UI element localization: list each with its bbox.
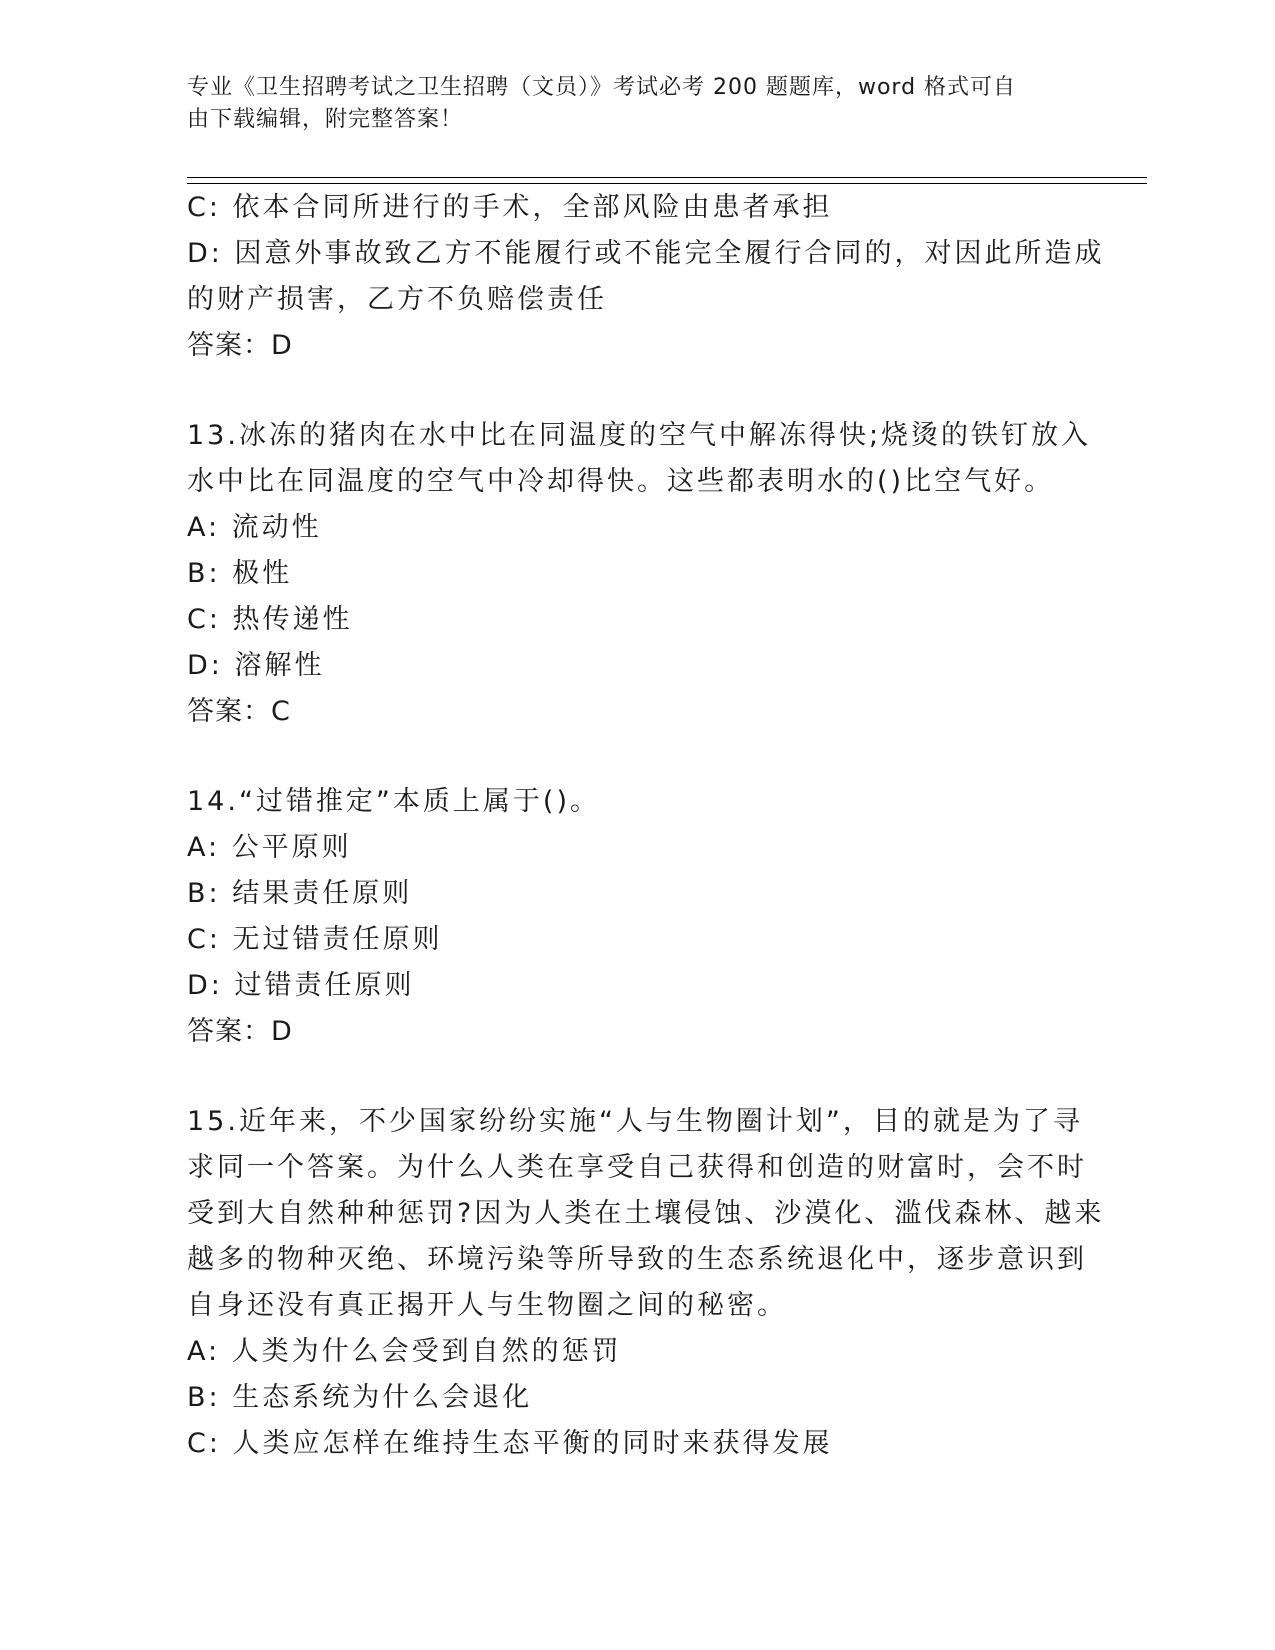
spacer	[187, 735, 1087, 779]
question-14	[187, 779, 1087, 1055]
page-header	[187, 72, 1067, 136]
option-c: C: 热传递性	[187, 604, 353, 635]
option-d: D: 因意外事故致乙方不能履行或不能完全履行合同的，对因此所造成	[187, 238, 1105, 269]
option-c: C: 无过错责任原则	[187, 924, 443, 955]
question-stem-continued: 越多的物种灭绝、环境污染等所导致的生态系统退化中，逐步意识到	[187, 1244, 1087, 1275]
question-15	[187, 1099, 1105, 1467]
spacer	[187, 1055, 1087, 1099]
spacer	[187, 369, 1087, 413]
answer-line: 答案：D	[187, 330, 293, 361]
option-c: C: 人类应怎样在维持生态平衡的同时来获得发展	[187, 1428, 833, 1459]
option-b: B: 极性	[187, 558, 293, 589]
question-stem-continued: 受到大自然种种惩罚?因为人类在土壤侵蚀、沙漠化、滥伐森林、越来	[187, 1198, 1105, 1229]
option-c: C: 依本合同所进行的手术，全部风险由患者承担	[187, 192, 833, 223]
question-stem: 13.冰冻的猪肉在水中比在同温度的空气中解冻得快;烧烫的铁钉放入	[187, 420, 1092, 451]
question-stem-continued: 水中比在同温度的空气中冷却得快。这些都表明水的()比空气好。	[187, 466, 1055, 497]
header-line-1: 专业《卫生招聘考试之卫生招聘（文员）》考试必考 200 题题库，word 格式可自	[187, 75, 1017, 100]
option-a: A: 公平原则	[187, 832, 352, 863]
option-a: A: 流动性	[187, 512, 322, 543]
option-b: B: 结果责任原则	[187, 878, 413, 909]
option-d: D: 过错责任原则	[187, 970, 415, 1001]
document-body	[187, 185, 1105, 1467]
question-stem-continued: 求同一个答案。为什么人类在享受自己获得和创造的财富时，会不时	[187, 1152, 1087, 1183]
header-divider-bottom	[187, 183, 1147, 184]
header-line-2: 由下载编辑，附完整答案！	[187, 107, 464, 132]
option-d: D: 溶解性	[187, 650, 325, 681]
answer-line: 答案：C	[187, 696, 291, 727]
answer-line: 答案：D	[187, 1016, 293, 1047]
option-b: B: 生态系统为什么会退化	[187, 1382, 533, 1413]
question-12-tail	[187, 185, 1105, 369]
header-divider-top	[187, 177, 1147, 178]
option-d-continued: 的财产损害，乙方不负赔偿责任	[187, 284, 607, 315]
option-a: A: 人类为什么会受到自然的惩罚	[187, 1336, 622, 1367]
question-13	[187, 413, 1092, 735]
question-stem-continued: 自身还没有真正揭开人与生物圈之间的秘密。	[187, 1290, 787, 1321]
question-stem: 14.“过错推定”本质上属于()。	[187, 786, 600, 817]
question-stem: 15.近年来，不少国家纷纷实施“人与生物圈计划”，目的就是为了寻	[187, 1106, 1083, 1137]
